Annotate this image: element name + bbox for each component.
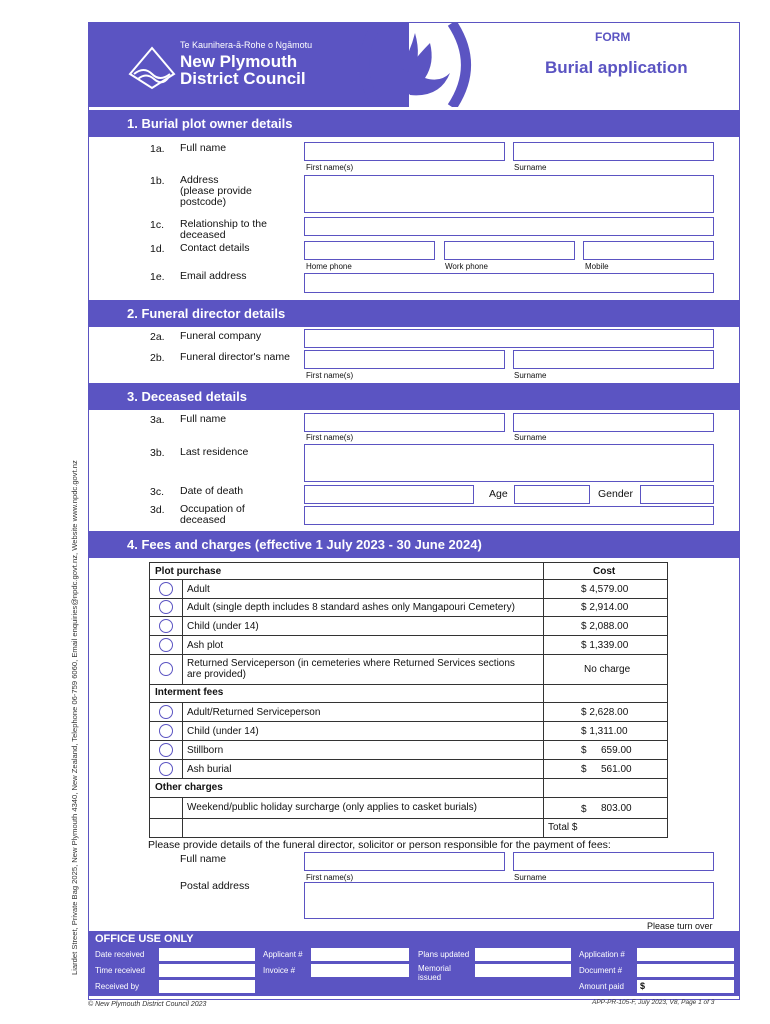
email-label: Email address (180, 270, 247, 282)
section-3-title: 3. Deceased details (127, 389, 247, 404)
child-plot-radio[interactable] (159, 619, 173, 633)
item-number: 1d. (150, 243, 165, 255)
deceased-first-name-input[interactable] (304, 413, 505, 432)
date-received-label: Date received (95, 950, 145, 959)
first-name-hint: First name(s) (306, 371, 354, 380)
table-rule (149, 702, 668, 703)
fee-label: Stillborn (187, 745, 224, 756)
section-2-title: 2. Funeral director details (127, 306, 286, 321)
fee-cost: $ 1,339.00 (581, 640, 629, 651)
home-phone-input[interactable] (304, 241, 435, 260)
fee-cost: 561.00 (601, 764, 632, 775)
item-number: 3c. (150, 486, 165, 498)
table-rule (149, 635, 668, 636)
adult-plot-radio[interactable] (159, 582, 173, 596)
date-of-death-label: Date of death (180, 485, 244, 497)
deceased-full-name-label: Full name (180, 413, 227, 425)
total-label: Total $ (548, 822, 578, 833)
funeral-director-name-label: Funeral director's name (180, 351, 290, 363)
mobile-hint: Mobile (585, 262, 609, 271)
surname-hint: Surname (514, 433, 547, 442)
label-line: deceased (180, 514, 226, 526)
section-1-header (89, 110, 739, 137)
owner-address-input[interactable] (304, 175, 714, 213)
fee-cost: No charge (584, 664, 631, 675)
section-2-header (89, 300, 739, 327)
interment-fees-heading: Interment fees (155, 687, 224, 698)
age-label: Age (489, 488, 508, 500)
owner-surname-input[interactable] (513, 142, 714, 161)
fee-cost: $ 1,311.00 (581, 726, 628, 737)
fee-currency: $ (581, 804, 587, 815)
occupation-label (180, 504, 245, 526)
plans-updated-input[interactable] (475, 948, 571, 961)
first-name-hint: First name(s) (306, 433, 354, 442)
fee-currency: $ (581, 745, 587, 756)
time-received-label: Time received (95, 966, 145, 975)
fee-cost: $ 2,914.00 (581, 602, 629, 613)
label-line: Address (180, 174, 219, 186)
item-number: 3a. (150, 414, 165, 426)
fee-cost: $ 2,088.00 (581, 621, 629, 632)
payer-full-name-label: Full name (180, 853, 227, 865)
gender-input[interactable] (640, 485, 714, 504)
invoice-input[interactable] (311, 964, 409, 977)
table-rule (182, 797, 183, 838)
fee-currency: $ (581, 764, 587, 775)
payment-note: Please provide details of the funeral director, solicitor or person responsible for the payment of fees: (148, 839, 611, 851)
interment-child-radio[interactable] (159, 724, 173, 738)
gender-label: Gender (598, 488, 634, 500)
fee-label: Ash plot (187, 640, 224, 651)
table-rule (543, 562, 544, 838)
payer-first-name-input[interactable] (304, 852, 505, 871)
home-phone-hint: Home phone (306, 262, 352, 271)
application-number-input[interactable] (637, 948, 734, 961)
council-subtitle: Te Kaunihera-ā-Rohe o Ngāmotu (180, 40, 313, 50)
section-4-title: 4. Fees and charges (effective 1 July 2023 - 30 June 2024) (127, 537, 482, 552)
last-residence-label: Last residence (180, 446, 249, 458)
fee-label: Child (under 14) (187, 621, 259, 632)
section-1-title: 1. Burial plot owner details (127, 116, 293, 131)
item-number: 3d. (150, 504, 165, 516)
work-phone-input[interactable] (444, 241, 575, 260)
label-line: postcode) (180, 196, 227, 208)
item-number: 1c. (150, 219, 165, 231)
item-number: 2b. (150, 352, 165, 364)
date-of-death-input[interactable] (304, 485, 474, 504)
postal-address-label: Postal address (180, 880, 250, 892)
turn-over-note: Please turn over (647, 921, 713, 931)
item-number: 1e. (150, 271, 165, 283)
cost-heading: Cost (593, 566, 616, 577)
received-by-input[interactable] (159, 980, 255, 993)
table-rule (149, 579, 668, 580)
director-first-name-input[interactable] (304, 350, 505, 369)
surname-hint: Surname (514, 163, 547, 172)
total-input[interactable] (590, 820, 666, 836)
item-number: 3b. (150, 447, 165, 459)
plot-purchase-heading: Plot purchase (155, 566, 222, 577)
applicant-label: Applicant # (263, 950, 303, 959)
fee-label: Adult (187, 584, 210, 595)
table-rule (149, 740, 668, 741)
payer-surname-input[interactable] (513, 852, 714, 871)
form-label: FORM (595, 30, 631, 44)
invoice-label: Invoice # (263, 966, 296, 975)
label-line: Memorial (418, 964, 451, 973)
other-charges-heading: Other charges (155, 782, 223, 793)
relationship-input[interactable] (304, 217, 714, 236)
table-rule (149, 778, 668, 779)
fee-label (187, 658, 515, 680)
received-by-label: Received by (95, 982, 140, 991)
first-name-hint: First name(s) (306, 873, 354, 882)
deceased-surname-input[interactable] (513, 413, 714, 432)
contact-details-label: Contact details (180, 242, 250, 254)
form-title: Burial application (545, 58, 688, 77)
council-name-line-2: District Council (180, 69, 306, 88)
owner-first-name-input[interactable] (304, 142, 505, 161)
mobile-input[interactable] (583, 241, 714, 260)
last-residence-input[interactable] (304, 444, 714, 482)
label-line: issued (418, 973, 442, 982)
interment-adult-radio[interactable] (159, 705, 173, 719)
footer-copyright (88, 1001, 206, 1008)
fee-cost: 659.00 (601, 745, 632, 756)
returned-serviceperson-radio[interactable] (159, 662, 173, 676)
fee-cost: 803.00 (601, 803, 632, 814)
table-rule (149, 684, 668, 685)
fee-label: Adult/Returned Serviceperson (187, 707, 321, 718)
table-rule (149, 818, 668, 819)
email-input[interactable] (304, 273, 714, 293)
funeral-company-input[interactable] (304, 329, 714, 348)
table-rule (182, 702, 183, 778)
owner-address-label (180, 175, 252, 208)
amount-paid-input[interactable]: $ (637, 980, 734, 993)
side-contact-text: Liardet Street, Private Bag 2025, New Plymouth 4340, New Zealand, Telephone 06-759 6060, Email enquiries@npdc.govt.nz, Website www.npdc.govt.nz (70, 460, 79, 975)
surname-hint: Surname (514, 371, 547, 380)
fee-label: Adult (single depth includes 8 standard ashes only Mangapouri Cemetery) (187, 602, 515, 613)
item-number: 2a. (150, 331, 165, 343)
table-rule (149, 759, 668, 760)
document-number-input[interactable] (637, 964, 734, 977)
interment-ash-burial-radio[interactable] (159, 762, 173, 776)
label-line: Returned Serviceperson (in cemeteries where Returned Services sections (187, 658, 515, 669)
application-number-label: Application # (579, 950, 625, 959)
table-rule (182, 579, 183, 684)
section-3-header (89, 383, 739, 410)
fee-cost: $ 2,628.00 (581, 707, 629, 718)
surname-hint: Surname (514, 873, 547, 882)
copyright-text: New Plymouth District Council 2023 (95, 1001, 207, 1008)
label-line: (please provide (180, 185, 252, 197)
funeral-company-label: Funeral company (180, 330, 262, 342)
amount-paid-label: Amount paid (579, 982, 624, 991)
table-rule (149, 797, 668, 798)
postal-address-input[interactable] (304, 882, 714, 919)
owner-full-name-label: Full name (180, 142, 227, 154)
item-number: 1b. (150, 175, 165, 187)
fee-label: Weekend/public holiday surcharge (only applies to casket burials) (187, 802, 477, 813)
council-name-line-1: New Plymouth (180, 52, 298, 71)
plans-updated-label: Plans updated (418, 950, 470, 959)
director-surname-input[interactable] (513, 350, 714, 369)
table-rule (149, 598, 668, 599)
label-line: Occupation of (180, 503, 245, 515)
footer-doc-ref: APP-PR-105-F, July 2023, V8, Page 1 of 3 (592, 999, 715, 1006)
label-line: deceased (180, 229, 226, 241)
document-number-label: Document # (579, 966, 623, 975)
fee-label: Child (under 14) (187, 726, 259, 737)
copyright-icon: © (88, 1001, 94, 1008)
first-name-hint: First name(s) (306, 163, 354, 172)
date-received-input[interactable] (159, 948, 255, 961)
age-input[interactable] (514, 485, 590, 504)
occupation-input[interactable] (304, 506, 714, 525)
table-rule (149, 654, 668, 655)
fee-label: Ash burial (187, 764, 232, 775)
fee-cost: $ 4,579.00 (581, 584, 629, 595)
council-name (180, 53, 306, 87)
table-rule (149, 616, 668, 617)
work-phone-hint: Work phone (445, 262, 488, 271)
npdc-logo-icon (128, 44, 176, 92)
time-received-input[interactable] (159, 964, 255, 977)
dove-emblem-icon (340, 23, 490, 107)
adult-single-depth-radio[interactable] (159, 600, 173, 614)
office-use-title: OFFICE USE ONLY (95, 933, 194, 945)
ash-plot-radio[interactable] (159, 638, 173, 652)
label-line: are provided) (187, 669, 246, 680)
section-4-header (89, 531, 739, 558)
interment-stillborn-radio[interactable] (159, 743, 173, 757)
label-line: Relationship to the (180, 218, 267, 230)
applicant-input[interactable] (311, 948, 409, 961)
item-number: 1a. (150, 143, 165, 155)
table-rule (149, 721, 668, 722)
relationship-label (180, 219, 267, 241)
memorial-issued-label (418, 964, 451, 982)
memorial-issued-input[interactable] (475, 964, 571, 977)
